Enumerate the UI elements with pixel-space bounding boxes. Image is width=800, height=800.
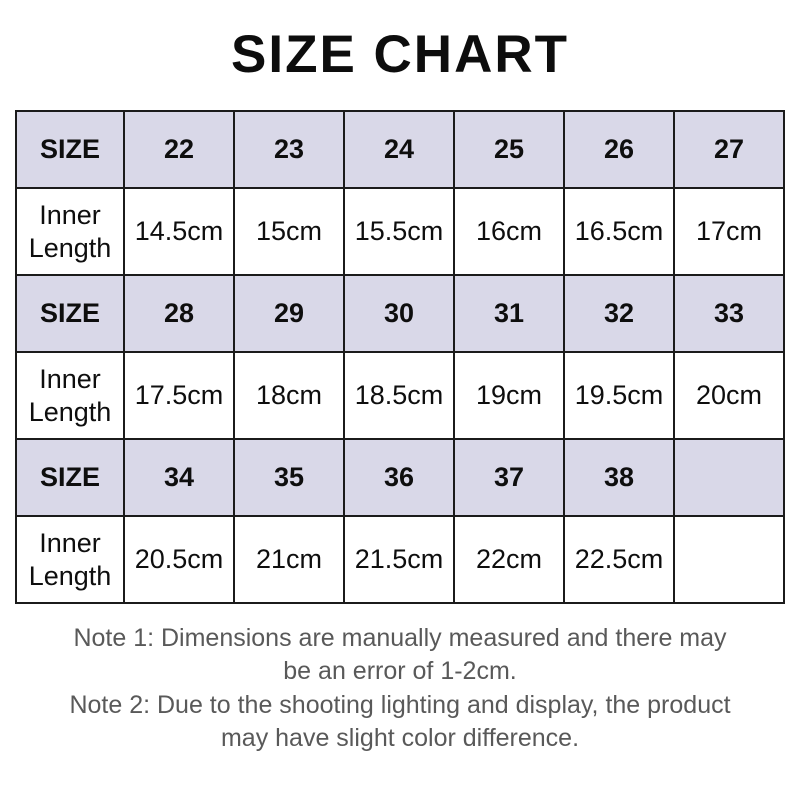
length-cell: 19.5cm bbox=[564, 352, 674, 439]
size-cell-empty bbox=[674, 439, 784, 516]
length-cell: 21.5cm bbox=[344, 516, 454, 603]
length-cell: 21cm bbox=[234, 516, 344, 603]
length-cell: 22cm bbox=[454, 516, 564, 603]
size-cell: 25 bbox=[454, 111, 564, 188]
note-2 bbox=[15, 689, 785, 756]
length-cell: 15.5cm bbox=[344, 188, 454, 275]
size-cell: 34 bbox=[124, 439, 234, 516]
length-cell: 18cm bbox=[234, 352, 344, 439]
length-cell: 22.5cm bbox=[564, 516, 674, 603]
note-2-line-2: may have slight color difference. bbox=[220, 723, 580, 752]
size-cell: 24 bbox=[344, 111, 454, 188]
size-cell: 27 bbox=[674, 111, 784, 188]
note-2-line-1: Note 2: Due to the shooting lighting and display, the product bbox=[69, 690, 731, 719]
inner-length-row-3 bbox=[16, 516, 784, 603]
size-cell: 23 bbox=[234, 111, 344, 188]
size-cell: 36 bbox=[344, 439, 454, 516]
note-1-line-2: be an error of 1-2cm. bbox=[283, 657, 517, 686]
size-cell: 28 bbox=[124, 275, 234, 352]
length-cell: 18.5cm bbox=[344, 352, 454, 439]
length-cell: 17.5cm bbox=[124, 352, 234, 439]
size-cell: 30 bbox=[344, 275, 454, 352]
size-header-row-1 bbox=[16, 111, 784, 188]
size-row-label: SIZE bbox=[16, 439, 124, 516]
size-header-row-2 bbox=[16, 275, 784, 352]
size-row-label: SIZE bbox=[16, 111, 124, 188]
inner-length-row-1 bbox=[16, 188, 784, 275]
size-cell: 37 bbox=[454, 439, 564, 516]
size-table bbox=[15, 110, 785, 604]
size-cell: 22 bbox=[124, 111, 234, 188]
length-cell: 20cm bbox=[674, 352, 784, 439]
size-cell: 33 bbox=[674, 275, 784, 352]
size-cell: 26 bbox=[564, 111, 674, 188]
inner-length-row-label: Inner Length bbox=[16, 352, 124, 439]
length-cell: 15cm bbox=[234, 188, 344, 275]
length-cell: 16.5cm bbox=[564, 188, 674, 275]
size-row-label: SIZE bbox=[16, 275, 124, 352]
length-cell-empty bbox=[674, 516, 784, 603]
length-cell: 19cm bbox=[454, 352, 564, 439]
size-cell: 35 bbox=[234, 439, 344, 516]
inner-length-row-label: Inner Length bbox=[16, 516, 124, 603]
inner-length-row-2 bbox=[16, 352, 784, 439]
note-1-line-1: Note 1: Dimensions are manually measured and there may bbox=[73, 624, 727, 652]
page-title: SIZE CHART bbox=[231, 25, 569, 84]
inner-length-row-label: Inner Length bbox=[16, 188, 124, 275]
length-cell: 14.5cm bbox=[124, 188, 234, 275]
length-cell: 17cm bbox=[674, 188, 784, 275]
length-cell: 16cm bbox=[454, 188, 564, 275]
size-header-row-3 bbox=[16, 439, 784, 516]
size-cell: 31 bbox=[454, 275, 564, 352]
length-cell: 20.5cm bbox=[124, 516, 234, 603]
size-cell: 29 bbox=[234, 275, 344, 352]
size-cell: 38 bbox=[564, 439, 674, 516]
note-1 bbox=[15, 622, 785, 689]
size-cell: 32 bbox=[564, 275, 674, 352]
notes-section bbox=[15, 622, 785, 755]
